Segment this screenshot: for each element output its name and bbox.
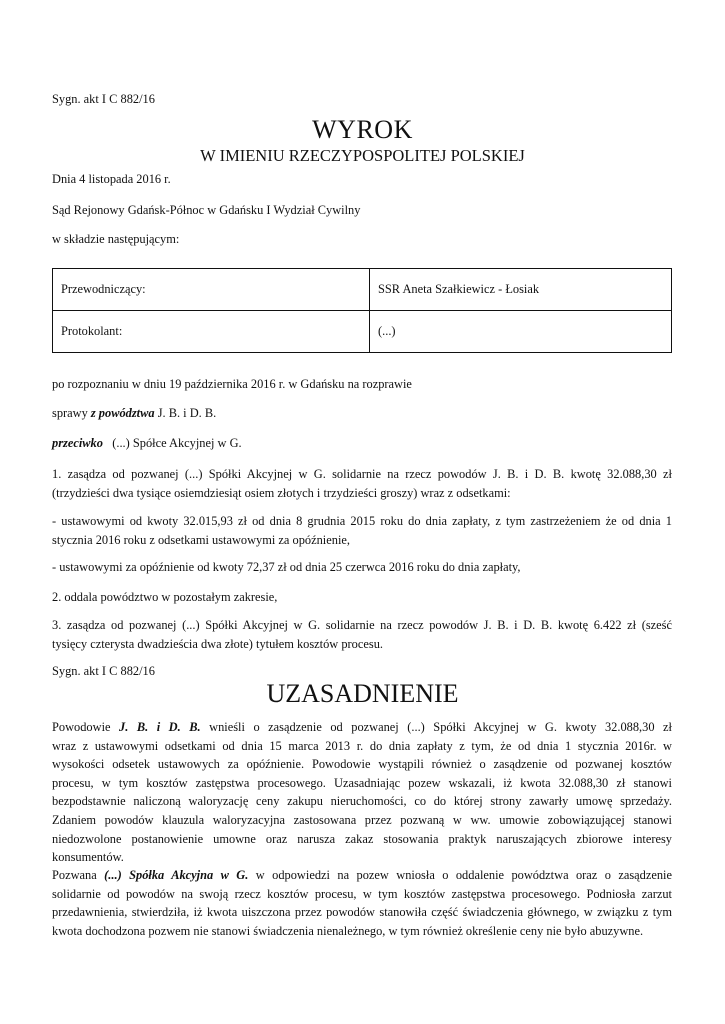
judgment-title: WYROK	[312, 115, 413, 144]
text-line	[52, 866, 672, 885]
case-signature: Sygn. akt I C 882/16	[52, 92, 155, 106]
ruling-item-1	[52, 465, 672, 502]
role-cell: Protokolant:	[53, 311, 370, 353]
person-cell: (...)	[370, 311, 672, 353]
paragraph-lead: Powodowie	[52, 720, 120, 734]
text-line: stycznia 2016 roku z odsetkami ustawowymi za opóźnienie,	[52, 532, 350, 547]
text-line: przedawnienia, stwierdziła, iż kwota uiszczona przez powodów stanowiła część świadczenia głównego, w związku z tym	[52, 905, 672, 920]
text-line: 1. zasądza od pozwanej (...) Spółki Akcyjnej w G. solidarnie na rzecz powodów J. B. i D. B. kwotę 32.088,30 zł	[52, 467, 672, 481]
paragraph-text: wnieśli o zasądzenie od pozwanej (...) Spółki Akcyjnej w G. kwoty 32.088,30 zł	[200, 720, 672, 734]
case-signature-bottom: Sygn. akt I C 882/16	[52, 664, 155, 678]
text-line: tysięcy czterysta dwadzieścia dwa złote) tytułem kosztów procesu.	[52, 636, 383, 651]
ruling-item-3	[52, 616, 672, 653]
case-parties: J. B. i D. B.	[154, 406, 217, 420]
paragraph-text: w odpowiedzi na pozew wniosła o oddalenie powództwa oraz o zasądzenie	[248, 868, 673, 882]
case-emphasis: z powództwa	[90, 406, 155, 420]
text-line: bezpodstawnie naliczoną waloryzację ceny zakupu nieruchomości, co do której strony zawarły umowę sprzedaży.	[52, 794, 672, 809]
text-line: niedozwolone postanowienie umowne oraz narusza zakaz stosowania praktyk naruszających zbiorowe interesy	[52, 831, 672, 846]
text-line: 3. zasądza od pozwanej (...) Spółki Akcyjnej w G. solidarnie na rzecz powodów J. B. i D. B. kwotę 6.422 zł (sześć	[52, 618, 672, 632]
paragraph-lead: Pozwana	[52, 868, 105, 882]
text-line: wraz z ustawowymi odsetkami od dnia 15 marca 2013 r. do dnia zapłaty z tym, że od dnia 1 stycznia 2016r. w	[52, 738, 672, 753]
interest-bullet-1	[52, 512, 672, 549]
case-line	[52, 406, 216, 421]
composition-table	[52, 268, 672, 353]
judgment-date: Dnia 4 listopada 2016 r.	[52, 172, 171, 186]
text-line: procesu, w tym kosztów zastępstwa procesowego. Uzasadniając pozew wskazali, iż kwota 32.088,30 zł stanowi	[52, 775, 672, 790]
person-cell: SSR Aneta Szałkiewicz - Łosiak	[370, 269, 672, 311]
role-cell: Przewodniczący:	[53, 269, 370, 311]
ruling-item-2: 2. oddala powództwo w pozostałym zakresie,	[52, 590, 278, 604]
reasons-paragraph-1	[52, 718, 672, 867]
defendant-names: (...) Spółka Akcyjna w G.	[104, 868, 249, 882]
court-name: Sąd Rejonowy Gdańsk-Północ w Gdańsku I Wydział Cywilny	[52, 203, 361, 217]
text-line: konsumentów.	[52, 850, 124, 865]
text-line: wysokości odsetek ustawowych za opóźnienie. Powodowie wystąpili również o zasądzenie od pozwanej kosztów	[52, 757, 672, 772]
reasons-paragraph-2	[52, 866, 672, 940]
against-emphasis: przeciwko	[52, 436, 103, 450]
table-row	[53, 269, 672, 311]
interest-bullet-2: - ustawowymi za opóźnienie od kwoty 72,37 zł od dnia 25 czerwca 2016 roku do dnia zapłaty,	[52, 560, 521, 574]
text-line: kwota dochodzona pozwem nie stanowi świadczenia nienależnego, w tym również określenie ceny nie było abuzywne.	[52, 923, 644, 938]
table-row	[53, 311, 672, 353]
composition-intro: w składzie następującym:	[52, 232, 180, 246]
text-line: (trzydzieści dwa tysiące osiemdziesiąt osiem złotych i trzydzieści groszy) wraz z odsetkami:	[52, 485, 511, 500]
text-line: - ustawowymi od kwoty 32.015,93 zł od dnia 8 grudnia 2015 roku do dnia zapłaty, z tym zastrzeżeniem że od dnia 1	[52, 514, 672, 528]
text-line: Zdaniem powodów klauzula waloryzacyjna zastosowana przez pozwaną w ww. umowie zobowiązującej stanowi	[52, 812, 672, 827]
reasons-title: UZASADNIENIE	[266, 679, 459, 708]
judgment-subtitle: W IMIENIU RZECZYPOSPOLITEJ POLSKIEJ	[200, 146, 525, 165]
against-line	[52, 436, 242, 451]
text-line: solidarnie od powodów na swoją rzecz kosztów procesu, w tym kosztów zastępstwa procesowego. Podniosła zarzut	[52, 886, 672, 901]
hearing-line: po rozpoznaniu w dniu 19 października 2016 r. w Gdańsku na rozprawie	[52, 377, 412, 391]
case-prefix: sprawy	[52, 406, 91, 420]
defendant-name: (...) Spółce Akcyjnej w G.	[102, 436, 242, 450]
text-line	[52, 718, 672, 737]
plaintiff-names: J. B. i D. B.	[119, 720, 201, 734]
